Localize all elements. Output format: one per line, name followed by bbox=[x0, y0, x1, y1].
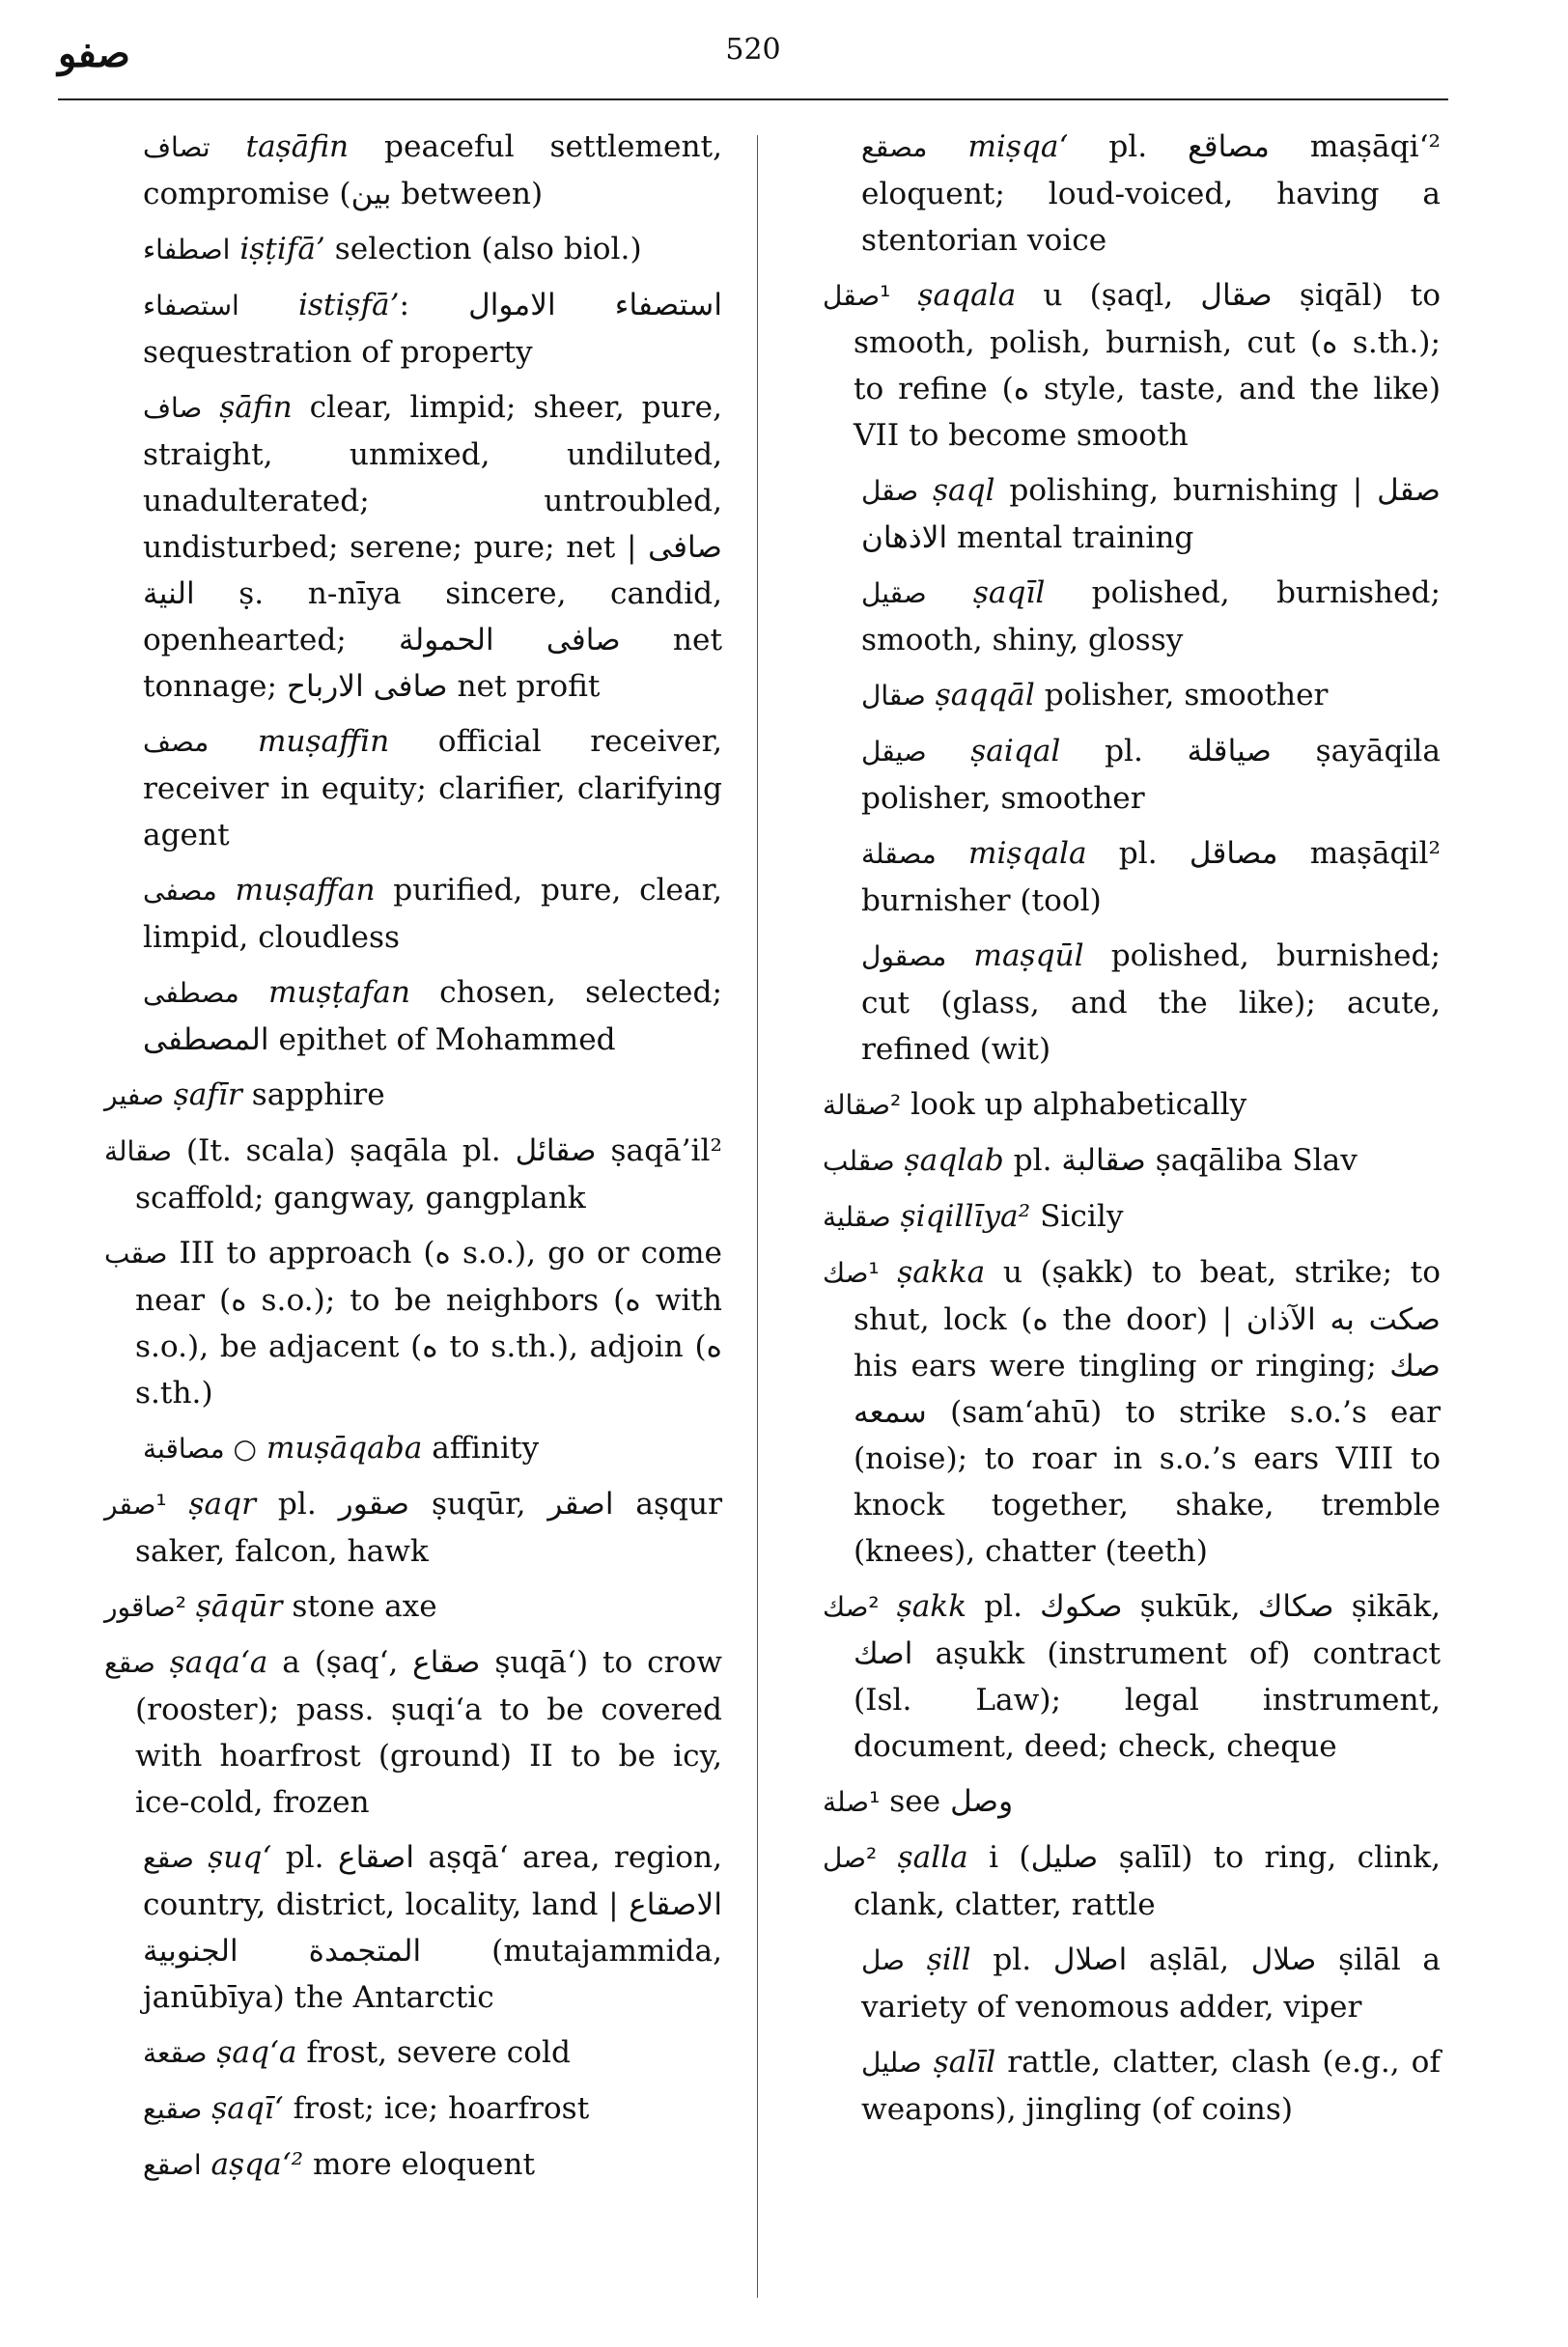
dictionary-entry bbox=[104, 1481, 722, 1575]
definition: pl. صياقلة ṣayāqila polisher, smoother bbox=[861, 734, 1441, 816]
left-column bbox=[104, 124, 722, 2197]
transliteration: maṣqūl bbox=[973, 938, 1084, 973]
dictionary-entry bbox=[823, 1583, 1441, 1770]
definition: polisher, smoother bbox=[1034, 678, 1329, 712]
arabic-headword: تصاف bbox=[143, 131, 210, 163]
dictionary-entry bbox=[104, 718, 722, 858]
dictionary-entry bbox=[104, 867, 722, 961]
dictionary-entry bbox=[823, 1834, 1441, 1928]
arabic-headword: مصقول bbox=[861, 940, 947, 972]
right-column bbox=[823, 124, 1441, 2141]
arabic-headword: استصفاء bbox=[143, 290, 239, 321]
dictionary-entry bbox=[104, 1425, 722, 1472]
dictionary-entry bbox=[823, 1937, 1441, 2030]
transliteration: ṣaqr bbox=[188, 1487, 256, 1522]
dictionary-entry bbox=[823, 1778, 1441, 1826]
dictionary-entry bbox=[823, 570, 1441, 663]
transliteration: muṣaffin bbox=[257, 724, 390, 759]
transliteration: ṣaqlab bbox=[904, 1143, 1004, 1178]
definition: polished, burnished; smooth, shiny, glossy bbox=[861, 575, 1441, 657]
arabic-headword: صقع bbox=[143, 1842, 194, 1874]
transliteration: muṣaffan bbox=[235, 873, 376, 908]
dictionary-entry bbox=[823, 124, 1441, 264]
arabic-headword: ²صك bbox=[823, 1591, 880, 1623]
transliteration: aṣqa‘² bbox=[210, 2147, 304, 2182]
arabic-headword: صقيل bbox=[861, 577, 927, 609]
transliteration: ṣalīl bbox=[933, 2045, 996, 2080]
dictionary-entry bbox=[823, 1137, 1441, 1185]
dictionary-entry bbox=[823, 1081, 1441, 1129]
dictionary-entry bbox=[104, 1639, 722, 1826]
definition: III to approach (ه s.o.), go or come near (ه s.o.); to be neighbors (ه with s.o.), be adjacent (ه to s.th.), adjoin (ه s.th.) bbox=[135, 1236, 723, 1411]
arabic-headword: اصقع bbox=[143, 2149, 202, 2181]
running-head-word: صفو bbox=[58, 31, 130, 76]
arabic-headword: صقل bbox=[861, 475, 919, 507]
arabic-headword: ¹صك bbox=[823, 1257, 880, 1289]
dictionary-entry bbox=[823, 933, 1441, 1073]
header-rule bbox=[58, 98, 1448, 100]
definition: u (ṣakk) to beat, strike; to shut, lock (ه the door) | صكت به الآذان his ears were tingling or ringing; صك سمعه (sam‘ahū) to strike s.o.’s ear (noise); to roar in s.o.’s ears VIII to knock together, shake, tremble (knees), chatter (teeth) bbox=[854, 1255, 1441, 1569]
dictionary-entry bbox=[104, 969, 722, 1063]
definition: u (ṣaql, صقال ṣiqāl) to smooth, polish, burnish, cut (ه s.th.); to refine (ه style, taste, and the like) VII to become smooth bbox=[854, 278, 1441, 453]
dictionary-entry bbox=[104, 1230, 722, 1416]
definition: polishing, burnishing | صقل الاذهان mental training bbox=[861, 473, 1441, 555]
definition: rattle, clatter, clash (e.g., of weapons), jingling (of coins) bbox=[861, 2045, 1441, 2127]
arabic-headword: صاف bbox=[143, 392, 203, 424]
dictionary-entry bbox=[104, 1834, 722, 2021]
arabic-headword: صفير bbox=[104, 1079, 164, 1111]
definition: a (ṣaq‘, صقاع ṣuqā‘) to crow (rooster); pass. ṣuqi‘a to be covered with hoarfrost (ground) II to be icy, ice-cold, frozen bbox=[135, 1645, 722, 1820]
transliteration: ṣakk bbox=[896, 1589, 967, 1624]
arabic-headword: صل bbox=[861, 1944, 905, 1976]
arabic-headword: صقع bbox=[104, 1647, 155, 1679]
dictionary-entry bbox=[823, 1193, 1441, 1241]
dictionary-entry bbox=[823, 672, 1441, 719]
dictionary-entry bbox=[104, 1128, 722, 1221]
arabic-headword: ²صل bbox=[823, 1842, 878, 1874]
transliteration: taṣāfin bbox=[245, 129, 350, 164]
arabic-headword: صقال bbox=[861, 680, 926, 712]
arabic-headword: ¹صلة bbox=[823, 1786, 881, 1818]
transliteration: ṣalla bbox=[897, 1840, 968, 1875]
transliteration: ṣuq‘ bbox=[208, 1840, 272, 1875]
transliteration: iṣṭifā’ bbox=[239, 232, 325, 266]
definition: (It. scala) ṣaqāla pl. صقائل ṣaqā’il² scaffold; gangway, gangplank bbox=[135, 1133, 723, 1215]
arabic-headword: صقالة bbox=[104, 1135, 173, 1167]
dictionary-entry bbox=[823, 467, 1441, 561]
arabic-headword: مصقع bbox=[861, 131, 928, 163]
definition: chosen, selected; المصطفى epithet of Mohammed bbox=[143, 975, 722, 1057]
definition: peaceful settlement, compromise (بين between) bbox=[143, 129, 722, 211]
arabic-headword: اصطفاء bbox=[143, 234, 231, 265]
definition: purified, pure, clear, limpid, cloudless bbox=[143, 873, 722, 955]
transliteration: ṣakka bbox=[897, 1255, 986, 1290]
definition: look up alphabetically bbox=[910, 1087, 1247, 1122]
column-divider bbox=[757, 135, 758, 2298]
arabic-headword: صقب bbox=[104, 1238, 168, 1270]
definition: official receiver, receiver in equity; clarifier, clarifying agent bbox=[143, 724, 722, 852]
arabic-headword: مصطفى bbox=[143, 977, 239, 1009]
definition: affinity bbox=[422, 1431, 540, 1466]
definition: sapphire bbox=[241, 1077, 385, 1112]
definition: polished, burnished; cut (glass, and the like); acute, refined (wit) bbox=[861, 938, 1441, 1067]
transliteration: muṣāqaba bbox=[266, 1431, 423, 1466]
dictionary-entry bbox=[823, 830, 1441, 924]
definition: pl. صقور ṣuqūr, اصقر aṣqur saker, falcon, hawk bbox=[135, 1487, 722, 1569]
transliteration: ṣaqī‘ bbox=[211, 2091, 284, 2126]
dictionary-entry bbox=[104, 226, 722, 273]
arabic-headword: ¹صقر bbox=[104, 1489, 167, 1521]
arabic-headword: مصف bbox=[143, 726, 210, 758]
dictionary-entry bbox=[104, 124, 722, 217]
definition: more eloquent bbox=[303, 2147, 536, 2182]
definition: frost; ice; hoarfrost bbox=[283, 2091, 590, 2126]
transliteration: ṣaqala bbox=[917, 278, 1017, 313]
definition: clear, limpid; sheer, pure, straight, unmixed, undiluted, unadulterated; untroubled, undisturbed; serene; pure; net | صافى النية ṣ. n-nīya sincere, candid, openhearted; صافى الحمولة net tonnage; صافى الارباح net profit bbox=[143, 390, 722, 704]
transliteration: miṣqa‘ bbox=[967, 129, 1069, 164]
transliteration: ṣāqūr bbox=[195, 1589, 283, 1624]
dictionary-entry bbox=[104, 1583, 722, 1631]
transliteration: muṣṭafan bbox=[267, 975, 410, 1010]
arabic-headword: مصفى bbox=[143, 875, 217, 907]
dictionary-entry bbox=[104, 282, 722, 376]
transliteration: istiṣfā’ bbox=[297, 288, 400, 322]
dictionary-entry bbox=[104, 384, 722, 710]
arabic-headword: صقيع bbox=[143, 2093, 203, 2125]
definition: selection (also biol.) bbox=[324, 232, 642, 266]
transliteration: ṣaqa‘a bbox=[169, 1645, 268, 1680]
definition: pl. اصقاع aṣqā‘ area, region, country, district, locality, land | الاصقاع المتجمدة الجنوبية (mutajammida, janūbīya) the Antarctic bbox=[143, 1840, 722, 2015]
dictionary-entry bbox=[823, 1249, 1441, 1575]
transliteration: ṣaqīl bbox=[972, 575, 1046, 610]
page-number: 520 bbox=[725, 33, 781, 67]
dictionary-entry bbox=[104, 2085, 722, 2133]
definition: Sicily bbox=[1030, 1199, 1124, 1234]
definition: see وصل bbox=[889, 1784, 1014, 1819]
transliteration: ṣafīr bbox=[173, 1077, 242, 1112]
dictionary-entry bbox=[823, 272, 1441, 459]
transliteration: ṣaq‘a bbox=[216, 2035, 297, 2070]
definition: pl. مصاقع maṣāqi‘² eloquent; loud-voiced, having a stentorian voice bbox=[861, 129, 1441, 258]
arabic-headword: صقلب bbox=[823, 1145, 895, 1177]
definition: pl. مصاقل maṣāqil² burnisher (tool) bbox=[861, 836, 1441, 918]
arabic-headword: صقعة bbox=[143, 2037, 208, 2069]
definition: pl. صقالبة ṣaqāliba Slav bbox=[1003, 1143, 1358, 1178]
definition: stone axe bbox=[282, 1589, 437, 1624]
definition: frost, severe cold bbox=[296, 2035, 571, 2070]
arabic-headword: ²صقالة bbox=[823, 1089, 902, 1121]
arabic-headword: مصقلة bbox=[861, 838, 937, 870]
arabic-headword: ○ مصاقبة bbox=[143, 1433, 257, 1465]
definition: : استصفاء الاموال sequestration of property bbox=[143, 288, 722, 370]
arabic-headword: صقلية bbox=[823, 1201, 891, 1233]
dictionary-entry bbox=[104, 2141, 722, 2189]
transliteration: ṣaql bbox=[932, 473, 995, 508]
arabic-headword: ¹صقل bbox=[823, 280, 891, 312]
transliteration: ṣāfin bbox=[219, 390, 293, 425]
dictionary-entry bbox=[823, 2039, 1441, 2133]
definition: pl. اصلال aṣlāl, صلال ṣilāl a variety of venomous adder, viper bbox=[861, 1942, 1441, 2025]
dictionary-entry bbox=[823, 728, 1441, 822]
dictionary-entry bbox=[104, 2029, 722, 2077]
transliteration: miṣqala bbox=[967, 836, 1087, 871]
transliteration: ṣill bbox=[926, 1942, 971, 1977]
transliteration: ṣaqqāl bbox=[935, 678, 1035, 712]
definition: i (صليل ṣalīl) to ring, clink, clank, clatter, rattle bbox=[854, 1840, 1441, 1922]
page-header bbox=[58, 27, 1448, 104]
arabic-headword: صليل bbox=[861, 2047, 922, 2079]
arabic-headword: صيقل bbox=[861, 736, 927, 768]
transliteration: ṣiqillīya² bbox=[900, 1199, 1031, 1234]
definition: pl. صكوك ṣukūk, صكاك ṣikāk, اصك aṣukk (instrument of) contract (Isl. Law); legal instrument, document, deed; check, cheque bbox=[854, 1589, 1442, 1764]
dictionary-entry bbox=[104, 1072, 722, 1119]
transliteration: ṣaiqal bbox=[970, 734, 1061, 768]
arabic-headword: ²صاقور bbox=[104, 1591, 186, 1623]
